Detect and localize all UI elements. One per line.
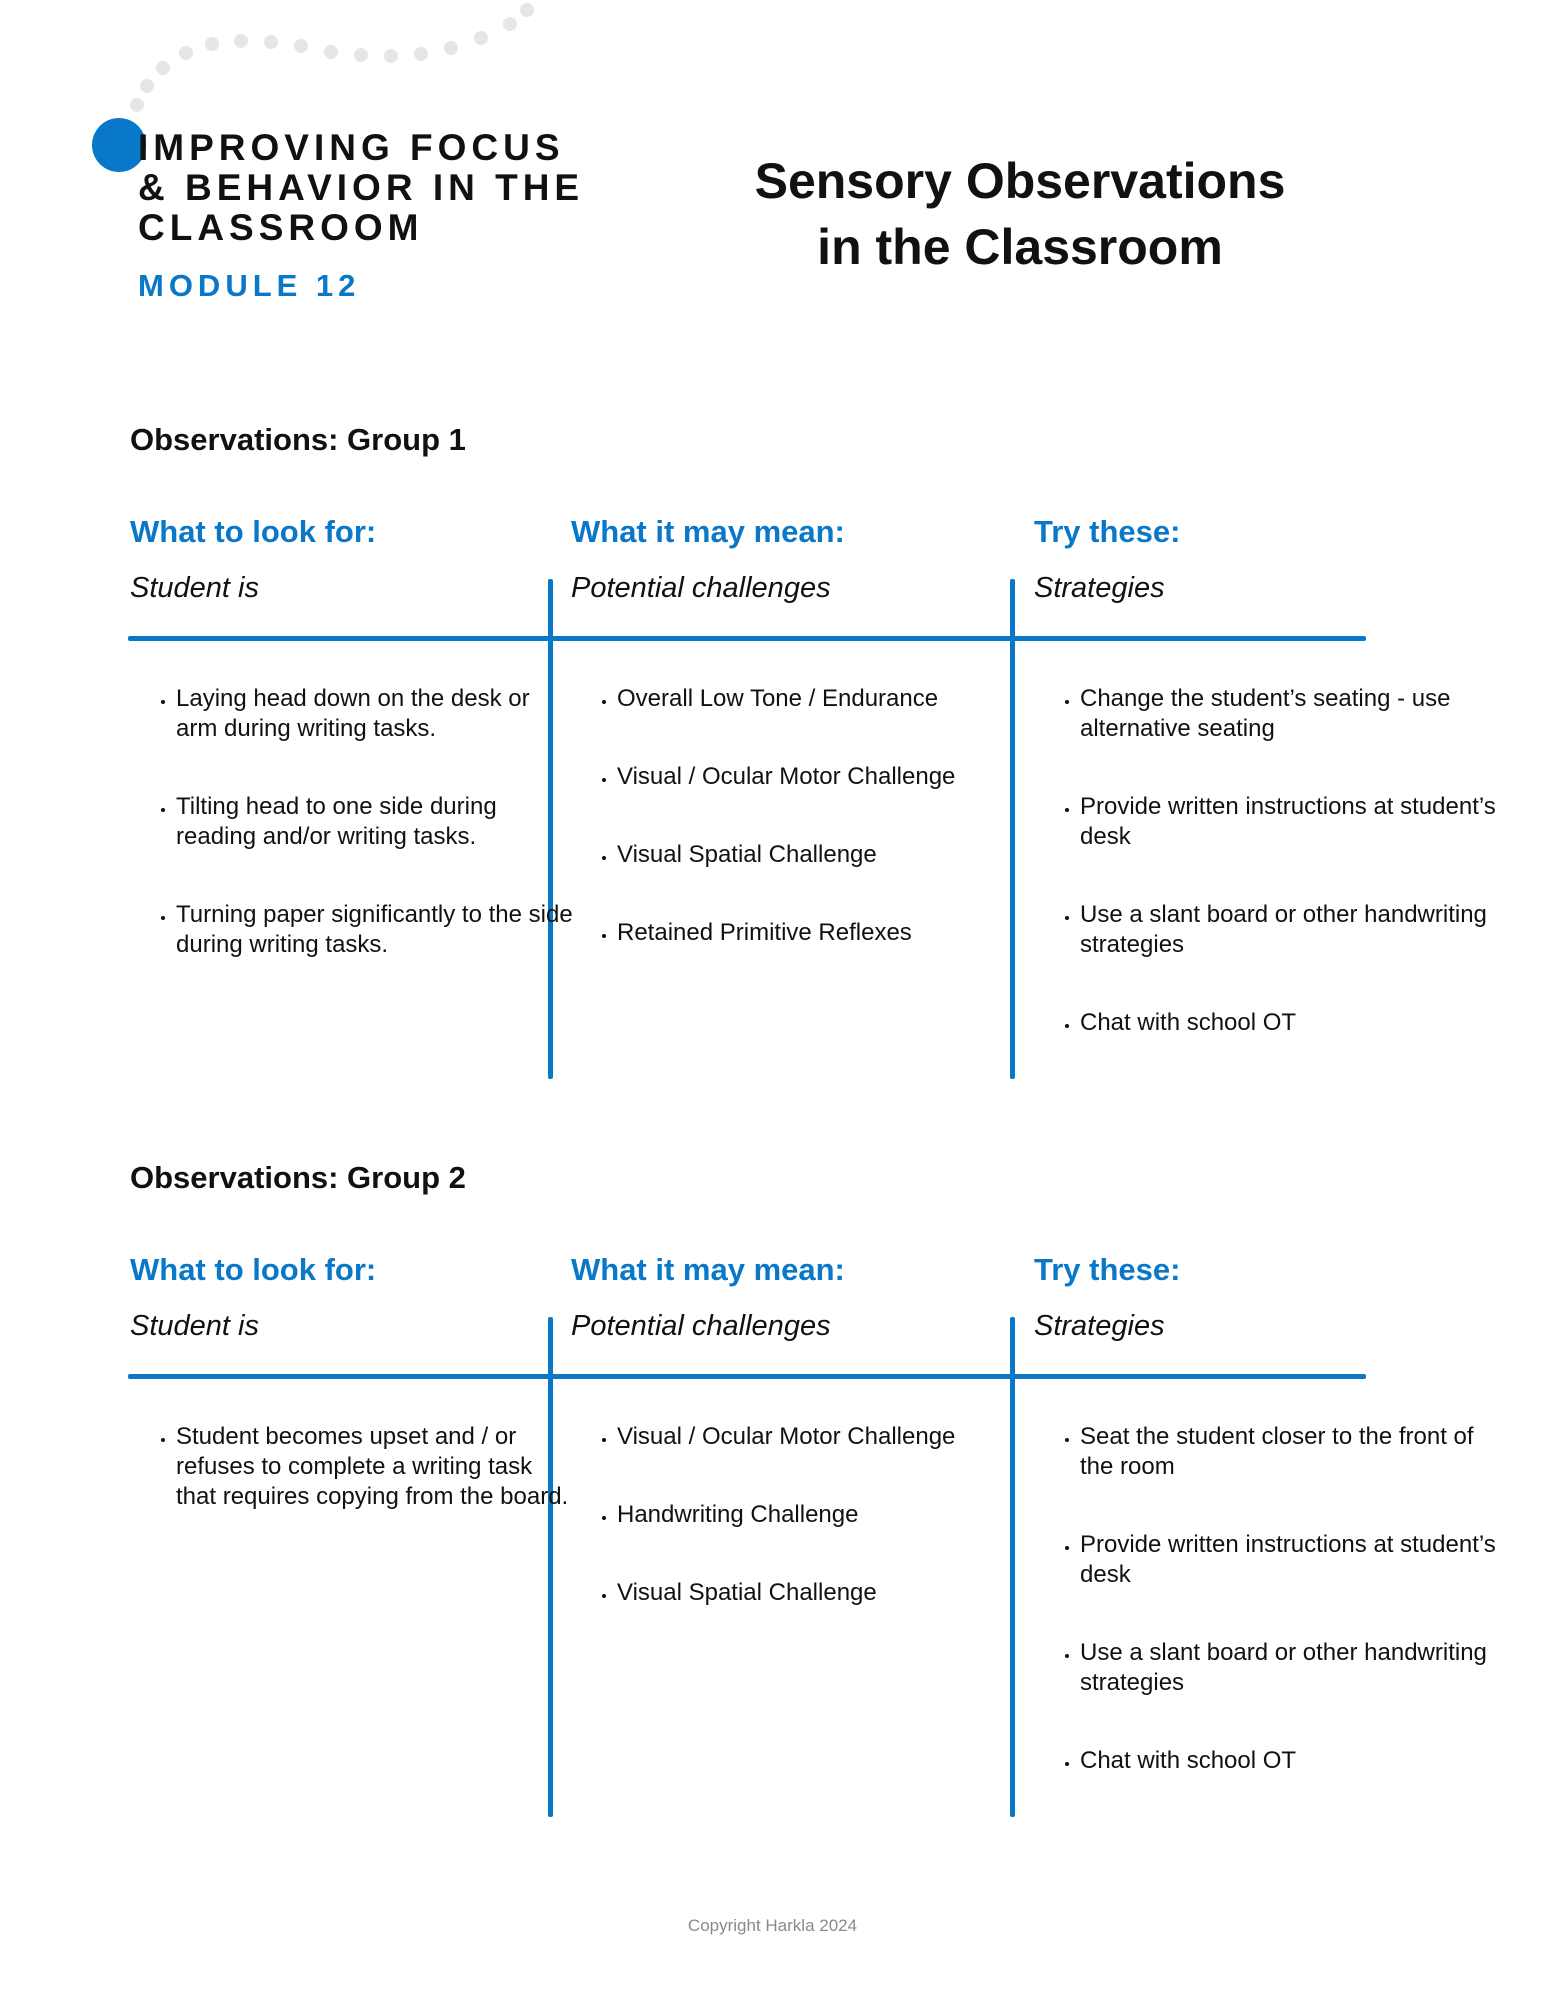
- column-heading: What to look for:: [130, 1252, 377, 1287]
- list-item: • Handwriting Challenge: [617, 1500, 1037, 1530]
- module-title-line: IMPROVING FOCUS: [138, 127, 565, 168]
- module-title-line: CLASSROOM: [138, 207, 424, 248]
- column-subheading: Student is: [130, 1310, 259, 1342]
- group-title: Observations: Group 2: [130, 1160, 466, 1195]
- page-title-line: in the Classroom: [817, 219, 1223, 275]
- list-item: • Provide written instructions at student’s desk: [1080, 792, 1510, 852]
- page-title-line: Sensory Observations: [754, 153, 1286, 209]
- column-subheading: Potential challenges: [571, 572, 831, 604]
- list-item: • Seat the student closer to the front of the room: [1080, 1422, 1510, 1482]
- group-title: Observations: Group 1: [130, 422, 466, 457]
- list-item: • Laying head down on the desk or arm during writing tasks.: [176, 684, 576, 744]
- column-heading: What it may mean:: [571, 514, 845, 549]
- copyright-footer: Copyright Harkla 2024: [687, 1916, 858, 1935]
- column-subheading: Student is: [130, 572, 259, 604]
- column-subheading: Potential challenges: [571, 1310, 831, 1342]
- column-list: [1034, 1422, 1510, 1824]
- column-list: [571, 1422, 1037, 1656]
- list-item: • Provide written instructions at student’s desk: [1080, 1530, 1510, 1590]
- list-item: • Turning paper significantly to the side during writing tasks.: [176, 900, 576, 960]
- table-header-divider: [128, 1374, 1366, 1379]
- list-item: • Visual / Ocular Motor Challenge: [617, 1422, 1037, 1452]
- column-heading: Try these:: [1034, 514, 1181, 549]
- page-title: [690, 148, 1350, 280]
- list-item: • Student becomes upset and / or refuses to complete a writing task that requires copying from the board.: [176, 1422, 576, 1512]
- list-item: • Visual Spatial Challenge: [617, 1578, 1037, 1608]
- column-heading: What it may mean:: [571, 1252, 845, 1287]
- module-title: [138, 128, 584, 248]
- list-item: • Chat with school OT: [1080, 1746, 1510, 1776]
- list-item: • Chat with school OT: [1080, 1008, 1510, 1038]
- list-item: • Visual Spatial Challenge: [617, 840, 1037, 870]
- column-list: [1034, 684, 1510, 1086]
- column-subheading: Strategies: [1034, 1310, 1165, 1342]
- list-item: • Retained Primitive Reflexes: [617, 918, 1037, 948]
- column-list: [571, 684, 1037, 996]
- column-list: [130, 684, 576, 1008]
- observation-group-1: [0, 422, 1545, 1122]
- table-header-divider: [128, 636, 1366, 641]
- list-item: • Tilting head to one side during reading and/or writing tasks.: [176, 792, 576, 852]
- module-title-line: & BEHAVIOR IN THE: [138, 167, 585, 208]
- list-item: • Change the student’s seating - use alternative seating: [1080, 684, 1510, 744]
- observation-group-2: [0, 1160, 1545, 1860]
- list-item: • Overall Low Tone / Endurance: [617, 684, 1037, 714]
- list-item: • Visual / Ocular Motor Challenge: [617, 762, 1037, 792]
- list-item: • Use a slant board or other handwriting strategies: [1080, 1638, 1510, 1698]
- column-heading: What to look for:: [130, 514, 377, 549]
- column-divider: [548, 1317, 553, 1817]
- list-item: • Use a slant board or other handwriting strategies: [1080, 900, 1510, 960]
- column-heading: Try these:: [1034, 1252, 1181, 1287]
- column-list: [130, 1422, 576, 1560]
- column-subheading: Strategies: [1034, 572, 1165, 604]
- module-number: MODULE 12: [138, 268, 361, 303]
